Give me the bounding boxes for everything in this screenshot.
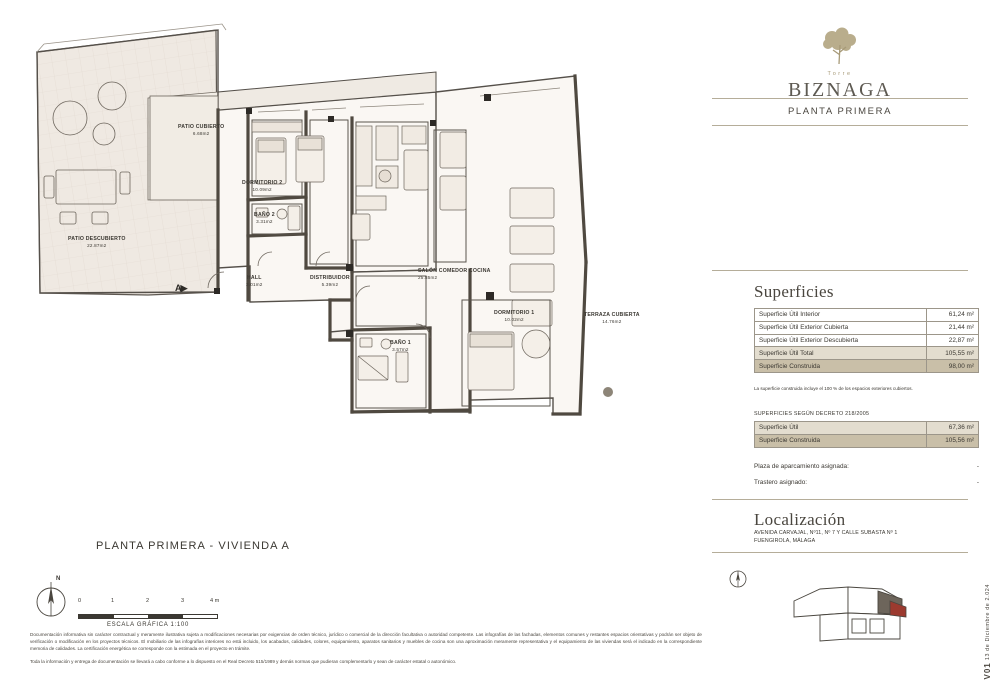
decreto-table — [754, 421, 979, 448]
room-label-distribuidor: DISTRIBUIDOR 5.39m2 — [310, 275, 350, 288]
compass-icon — [30, 578, 72, 620]
key-plan-diagram — [790, 583, 910, 653]
surface-value: 67,36 m² — [927, 422, 979, 435]
brand-name: BIZNAGA — [788, 79, 892, 101]
surface-label: Superficie Útil Total — [755, 347, 927, 360]
room-label-bano-2: BAÑO 2 3.31m2 — [254, 212, 275, 225]
location-line-1: AVENIDA CARVAJAL, Nº11, Nº 7 Y CALLE SUBASTA Nº 1 — [754, 530, 898, 536]
decreto-title: SUPERFICIES SEGÚN DECRETO 218/2005 — [754, 411, 870, 417]
table-row — [755, 334, 979, 347]
surface-label: Superficie Útil Interior — [755, 309, 927, 322]
parking-row — [754, 463, 979, 470]
room-label-patio-cubierto: PATIO CUBIERTO 6.68m2 — [178, 124, 225, 137]
table-row — [755, 347, 979, 360]
location-address — [754, 530, 897, 546]
surfaces-title: Superficies — [754, 282, 834, 301]
scale-tick-2: 2 — [146, 598, 150, 604]
table-row — [755, 422, 979, 435]
table-row — [755, 434, 979, 447]
surface-value: 21,44 m² — [927, 321, 979, 334]
table-row — [755, 360, 979, 373]
scale-tick-3: 3 — [181, 598, 185, 604]
legal-paragraph-1: Documentación informativa sin carácter contractual y meramente ilustrativa sujeta a modificaciones necesarias por exigencias de orden técnico, jurídico o comercial de la dirección facultativa o autoridad competente. Las infografías de las fachadas, elementos comunes y restantes espacios orientativas y podrán ser objeto de verificación o modificación en los proyectos técnicos. El mobiliario de las infografías interiores no está incluido, los acabados, calidades, colores, equipamiento, aparatos sanitarios y muebles de cocina son una aproximación meramente representativa y el equipamiento de las viviendas será el indicado en la correspondiente memoria de calidades. La certificación energética se corresponde con la estimada en el proyecto en trámite. — [30, 632, 702, 651]
surfaces-table — [754, 308, 979, 373]
scale-tick-0: 0 — [78, 598, 82, 604]
location-title: Localización — [754, 510, 846, 529]
surface-value: 98,00 m² — [927, 360, 979, 373]
plan-title: PLANTA PRIMERA - VIVIENDA A — [96, 540, 290, 552]
room-label-dormitorio-1: DORMITORIO 1 10.02m2 — [494, 310, 535, 323]
version-stamp — [983, 584, 992, 679]
divider-under-floor — [712, 125, 968, 126]
divider-top — [712, 98, 968, 99]
brand-logo — [712, 26, 968, 102]
divider-location-top — [712, 499, 968, 500]
compass-north-label: N — [56, 576, 61, 582]
parking-value: - — [976, 463, 979, 470]
parking-label: Plaza de aparcamiento asignada: — [754, 463, 849, 470]
table-row — [755, 309, 979, 322]
room-label-patio-descubierto: PATIO DESCUBIERTO 22.87m2 — [68, 236, 126, 249]
keyplan-north-icon — [727, 568, 749, 590]
location-line-2: FUENGIROLA, MÁLAGA — [754, 537, 816, 544]
version-date: 13 de Diciembre de 2.024 — [985, 583, 991, 660]
surface-label: Superficie Útil — [755, 422, 927, 435]
surface-value: 105,55 m² — [927, 347, 979, 360]
surface-label: Superficie Útil Exterior Cubierta — [755, 321, 927, 334]
surface-value: 105,56 m² — [927, 434, 979, 447]
table-row — [755, 321, 979, 334]
floor-label: PLANTA PRIMERA — [787, 106, 893, 117]
divider-surfaces-top — [712, 270, 968, 271]
legal-paragraph-2: Toda la información y entrega de documentación se llevará a cabo conforme a lo dispuesto en el Real Decreto 515/1989 y demás normas que pudieran complementarlo y sean de carácter estatal o autonómico. — [30, 658, 457, 664]
brand-pre: Torre — [827, 71, 853, 77]
storage-label: Trastero asignado: — [754, 479, 808, 486]
surface-label: Superficie Construida — [755, 360, 927, 373]
surface-value: 61,24 m² — [927, 309, 979, 322]
entrance-marker: A▶ — [175, 283, 187, 293]
room-label-terraza-cubierta: TERRAZA CUBIERTA 14.76m2 — [584, 312, 640, 325]
scale-tick-4: 4 m — [210, 598, 220, 604]
room-label-bano-1: BAÑO 1 3.57m2 — [390, 340, 411, 353]
scale-bar — [78, 598, 228, 628]
divider-location-bottom — [712, 552, 968, 553]
surfaces-note: La superficie construida incluye el 100 % de los espacios exteriores cubiertos. — [754, 386, 913, 391]
tree-logo-icon — [814, 26, 866, 66]
scale-tick-1: 1 — [111, 598, 115, 604]
storage-row — [754, 479, 979, 486]
room-label-salon-comedor-cocina: SALÓN COMEDOR COCINA 25.85m2 — [418, 268, 491, 281]
surface-label: Superficie Útil Exterior Descubierta — [755, 334, 927, 347]
room-label-dormitorio-2: DORMITORIO 2 10.09m2 — [242, 180, 283, 193]
storage-value: - — [976, 479, 979, 486]
scale-caption: ESCALA GRÁFICA 1:100 — [106, 622, 190, 628]
surface-value: 22,87 m² — [927, 334, 979, 347]
surface-label: Superficie Construida — [755, 434, 927, 447]
room-label-hall: HALL 3.01m2 — [246, 275, 263, 288]
version-code: V01 — [983, 661, 992, 679]
legal-disclaimer — [30, 632, 702, 672]
